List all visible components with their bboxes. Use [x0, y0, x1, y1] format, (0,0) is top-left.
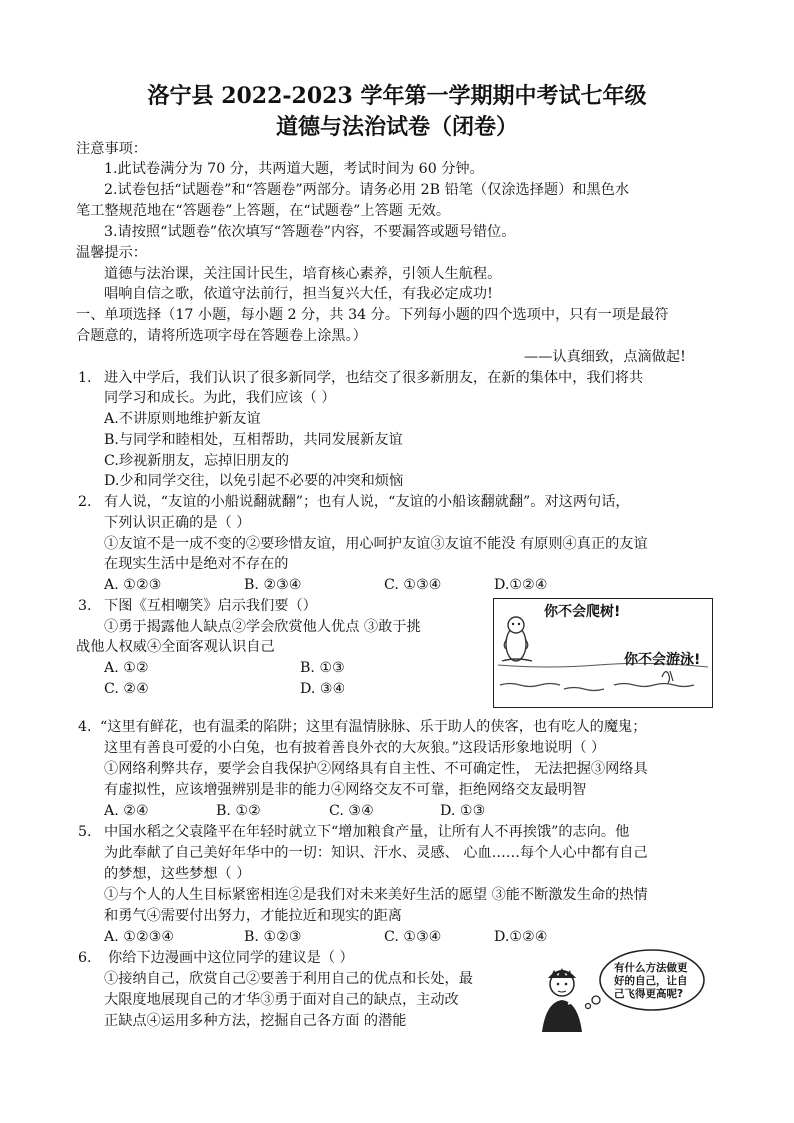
option-b: B. ②③④: [244, 577, 302, 593]
option-d: D. ①③: [440, 803, 486, 819]
question-stem: 下图《互相嘲笑》启示我们要（）: [104, 598, 317, 614]
question-stem: 你给下边漫画中这位同学的建议是（ ）: [108, 950, 354, 966]
question-stem: 同学习和成长。为此，我们应该（ ）: [104, 390, 336, 406]
section-motto: ——认真细致，点滴做起!: [524, 349, 686, 365]
bubble-line-3: 己飞得更高呢?: [614, 988, 684, 1000]
thinking-student-cartoon: [538, 948, 708, 1036]
option-b: B.与同学和睦相处，互相帮助，共同发展新友谊: [104, 432, 403, 448]
cartoon-speech-1: 你不会爬树!: [544, 604, 621, 620]
question-number: 5.: [78, 824, 92, 840]
notice-heading: 注意事项：: [76, 141, 147, 157]
option-b: B. ①③: [300, 660, 345, 676]
question-stem: 正缺点④运用多种方法，挖掘自己各方面 的潜能: [104, 1013, 407, 1029]
question-stem: ①友谊不是一成不变的②要珍惜友谊，用心呵护友谊③友谊不能没 有原则④真正的友谊: [104, 536, 648, 552]
question-stem: 下列认识正确的是（ ）: [104, 515, 251, 531]
notice-item-2a: 2.试卷包括“试题卷”和“答题卷”两部分。请务必用 2B 铅笔（仅涂选择题）和黑色水: [104, 182, 630, 198]
tips-line-1: 道德与法治课，关注国计民生，培育核心素养，引领人生航程。: [104, 266, 502, 282]
question-stem: 中国水稻之父袁隆平在年轻时就立下“增加粮食产量，让所有人不再挨饿”的志向。他: [104, 824, 630, 840]
question-stem: ①网络利弊共存，要学会自我保护②网络具有自主性、不可确定性， 无法把握③网络具: [104, 761, 648, 777]
question-stem: “这里有鲜花，也有温柔的陷阱；这里有温情脉脉、乐于助人的侠客，也有吃人的魔鬼；: [100, 719, 647, 735]
tips-line-2: 唱响自信之歌，依道守法前行，担当复兴大任，有我必定成功!: [104, 286, 493, 302]
question-stem: ①接纳自己，欣赏自己②要善于利用自己的优点和长处，最: [104, 971, 473, 987]
option-b: B. ①②: [216, 803, 261, 819]
cartoon-speech-2: 你不会游泳!: [624, 652, 701, 668]
bubble-line-1: 有什么方法做更: [614, 962, 688, 974]
question-stem: 有人说，“友谊的小船说翻就翻”；也有人说，“友谊的小船该翻就翻”。对这两句话，: [104, 494, 630, 510]
option-c: C. ①③④: [384, 929, 442, 945]
question-stem: 大限度地展现自己的才华③勇于面对自己的缺点，主动改: [104, 992, 459, 1008]
question-stem: 为此奉献了自己美好年华中的一切：知识、汗水、灵感、 心血……每个人心中都有自己: [104, 845, 648, 861]
question-stem: 和勇气④需要付出努力，才能拉近和现实的距离: [104, 908, 402, 924]
question-stem: 这里有善良可爱的小白兔，也有披着善良外衣的大灰狼。”这段话形象地说明（ ）: [104, 740, 606, 756]
option-c: C.珍视新朋友，忘掉旧朋友的: [104, 453, 290, 469]
option-b: B. ①②③: [244, 929, 302, 945]
section-heading-b: 合题意的，请将所选项字母在答题卷上涂黑。）: [76, 328, 367, 344]
question-number: 6.: [78, 950, 92, 966]
option-a: A. ①②③④: [104, 929, 175, 945]
question-stem: ①勇于揭露他人缺点②学会欣赏他人优点 ③敢于挑: [104, 619, 421, 635]
question-stem: 在现实生活中是绝对不存在的: [104, 556, 289, 572]
exam-title-line2: 道德与法治试卷（闭卷）: [275, 114, 518, 140]
question-number: 2.: [78, 494, 92, 510]
exam-title-line1: 洛宁县 2022-2023 学年第一学期期中考试七年级: [147, 83, 647, 109]
option-d: D.少和同学交往，以免引起不必要的冲突和烦恼: [104, 473, 404, 489]
question-stem: 战他人权威④全面客观认识自己: [76, 639, 275, 655]
question-stem: ①与个人的人生目标紧密相连②是我们对未来美好生活的愿望 ③能不断激发生命的热情: [104, 887, 648, 903]
notice-item-1: 1.此试卷满分为 70 分，共两道大题，考试时间为 60 分钟。: [104, 161, 484, 177]
question-number: 3.: [78, 598, 92, 614]
option-c: C. ②④: [104, 681, 149, 697]
question-stem: 有虚拟性，应该增强辨别是非的能力④网络交友不可靠，拒绝网络交友最明智: [104, 782, 587, 798]
notice-item-2b: 笔工整规范地在“答题卷”上答题，在“试题卷”上答题 无效。: [76, 203, 451, 219]
bubble-line-2: 好的自己，让自: [614, 975, 688, 987]
mutual-mockery-cartoon: [493, 598, 713, 708]
option-a: A. ①②: [104, 660, 149, 676]
option-c: C. ③④: [329, 803, 374, 819]
section-heading-a: 一、单项选择（17 小题，每小题 2 分，共 34 分。下列每小题的四个选项中，只有一项是最符: [76, 307, 669, 323]
option-d: D. ③④: [300, 681, 346, 697]
question-number: 1.: [78, 370, 92, 386]
question-number: 4.: [78, 719, 92, 735]
option-a: A. ①②③: [104, 577, 162, 593]
question-stem: 进入中学后，我们认识了很多新同学，也结交了很多新朋友，在新的集体中，我们将共: [104, 370, 644, 386]
question-stem: 的梦想，这些梦想（ ）: [104, 866, 251, 882]
tips-heading: 温馨提示：: [76, 245, 147, 261]
notice-item-3: 3.请按照“试题卷”依次填写“答题卷”内容，不要漏答或题号错位。: [104, 224, 516, 240]
option-a: A.不讲原则地维护新友谊: [104, 411, 261, 427]
option-d: D.①②④: [494, 929, 548, 945]
option-c: C. ①③④: [384, 577, 442, 593]
option-d: D.①②④: [494, 577, 548, 593]
option-a: A. ②④: [104, 803, 149, 819]
